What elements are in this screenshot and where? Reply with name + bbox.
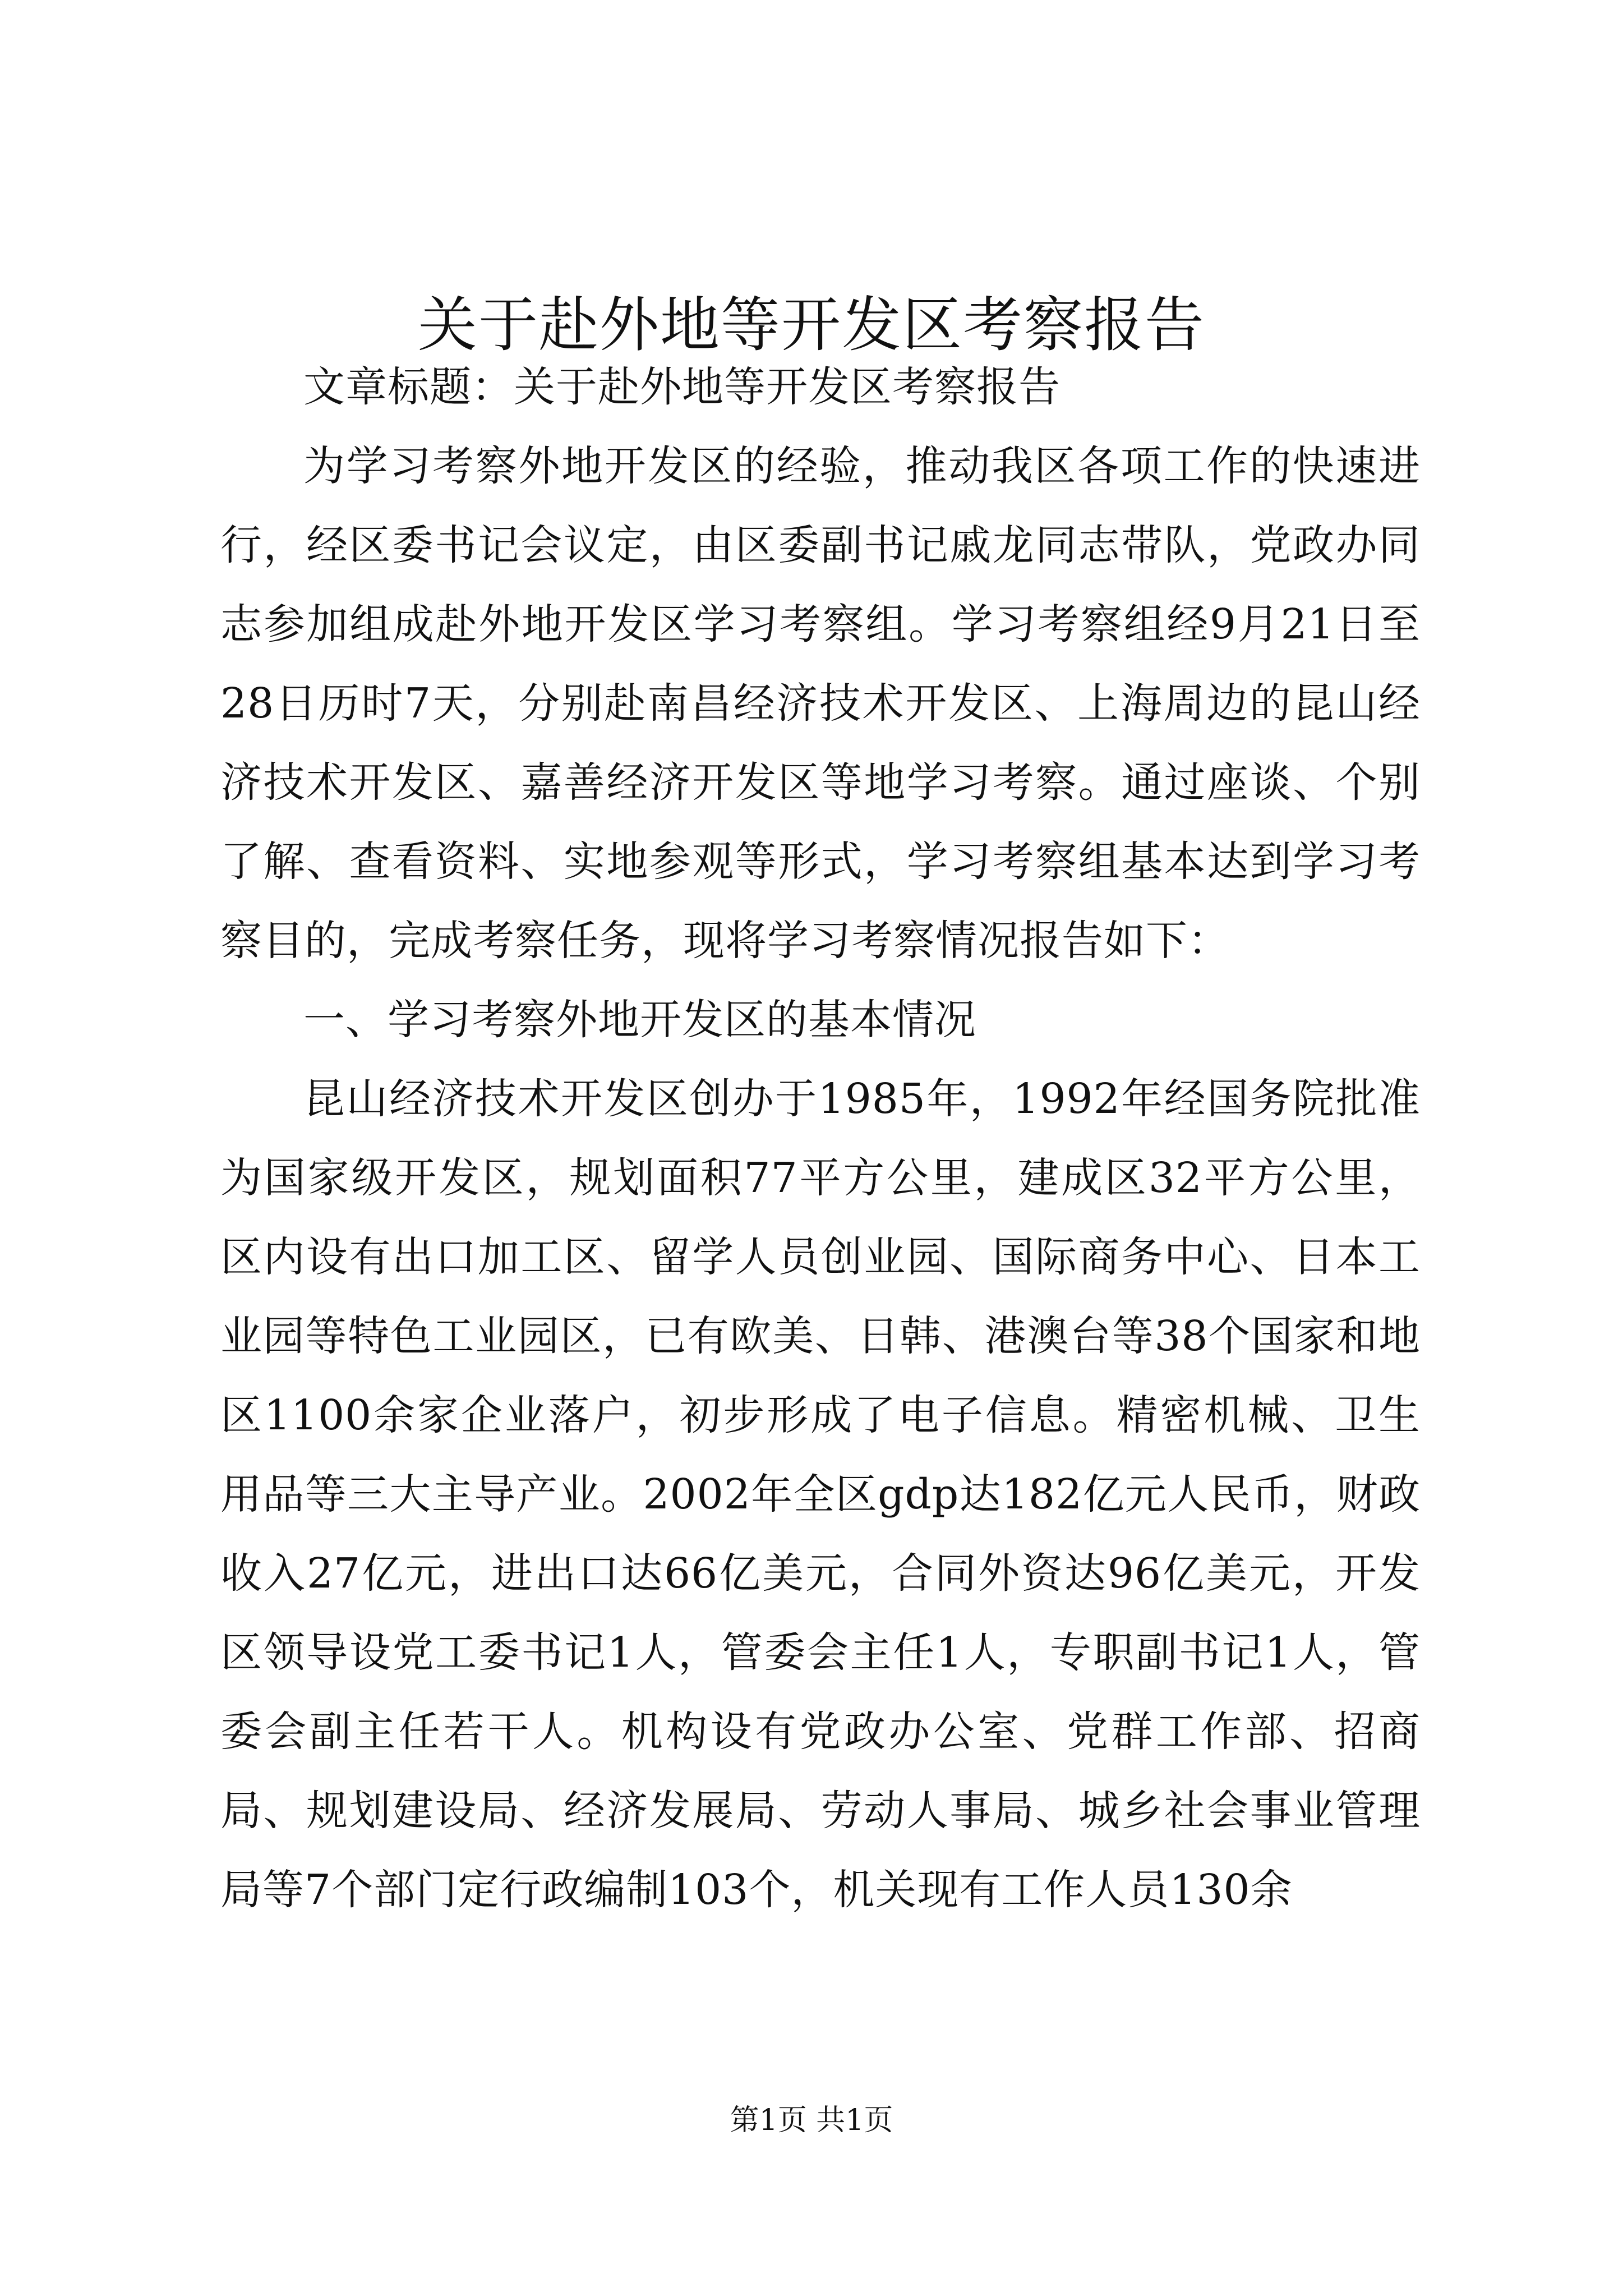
paragraph-kunshan: 昆山经济技术开发区创办于1985年，1992年经国务院批准为国家级开发区，规划面积77平方公里，建成区32平方公里，区内设有出口加工区、留学人员创业园、国际商务中心、日本工业园等特色工业园区，已有欧美、日韩、港澳台等38个国家和地区1100余家企业落户，初步形成了电子信息。精密机械、卫生用品等三大主导产业。2002年全区gdp达182亿元人民币，财政收入27亿元，进出口达66亿美元，合同外资达96亿美元，开发区领导设党工委书记1人，管委会主任1人，专职副书记1人，管委会副主任若干人。机构设有党政办公室、党群工作部、招商局、规划建设局、经济发展局、劳动人事局、城乡社会事业管理局等7个部门定行政编制103个，机关现有工作人员130余 — [220, 1075, 1421, 1914]
section-heading: 一、学习考察外地开发区的基本情况 — [303, 996, 976, 1044]
document-body — [220, 348, 1421, 1930]
document-title: 关于赴外地等开发区考察报告 — [418, 291, 1205, 360]
paragraph-intro: 为学习考察外地开发区的经验，推动我区各项工作的快速进行，经区委书记会议定，由区委副书记戚龙同志带队，党政办同志参加组成赴外地开发区学习考察组。学习考察组经9月21日至28日历时7天，分别赴南昌经济技术开发区、上海周边的昆山经济技术开发区、嘉善经济开发区等地学习考察。通过座谈、个别了解、查看资料、实地参观等形式，学习考察组基本达到学习考察目的，完成考察任务，现将学习考察情况报告如下： — [220, 442, 1421, 965]
paragraph-article-title: 文章标题：关于赴外地等开发区考察报告 — [303, 363, 1061, 411]
page-footer: 第1页 共1页 — [730, 2104, 893, 2137]
